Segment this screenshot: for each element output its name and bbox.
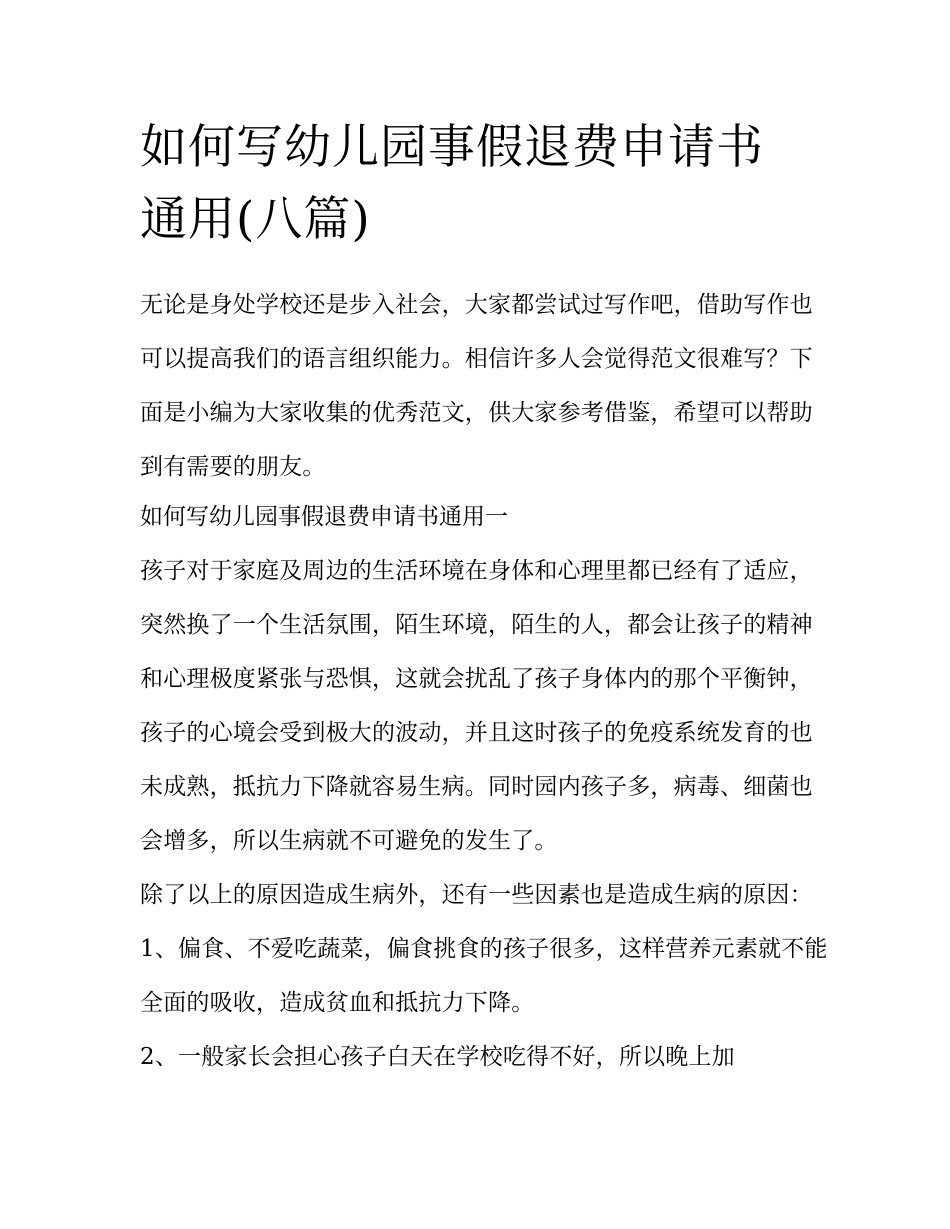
title-line-2: 通用(八篇) [140, 192, 371, 247]
body-paragraph-2: 除了以上的原因造成生病外，还有一些因素也是造成生病的原因： 1、偏食、不爱吃蔬菜，偏食挑食的孩子很多，这样营养元素就不能全面的吸收，造成贫血和抵抗力下降。 [140, 882, 828, 1016]
body-paragraph-3: 2、一般家长会担心孩子白天在学校吃得不好，所以晚上加 [140, 1044, 735, 1070]
title-line-1: 如何写幼儿园事假退费申请书 [140, 120, 764, 175]
section-heading: 如何写幼儿园事假退费申请书通用一 [140, 504, 508, 530]
document-title [140, 112, 820, 256]
body-paragraph-1: 孩子对于家庭及周边的生活环境在身体和心理里都已经有了适应，突然换了一个生活氛围，陌生环境，陌生的人，都会让孩子的精神和心理极度紧张与恐惧，这就会扰乱了孩子身体内的那个平衡钟，孩子的心境会受到极大的波动，并且这时孩子的免疫系统发育的也未成熟，抵抗力下降就容易生病。同时园内孩子多，病毒、细菌也会增多，所以生病就不可避免的发生了。 [140, 558, 813, 854]
intro-paragraph: 无论是身处学校还是步入社会，大家都尝试过写作吧，借助写作也可以提高我们的语言组织能力。相信许多人会觉得范文很难写？下面是小编为大家收集的优秀范文，供大家参考借鉴，希望可以帮助到有需要的朋友。 [140, 292, 813, 480]
document-body [140, 278, 830, 1084]
